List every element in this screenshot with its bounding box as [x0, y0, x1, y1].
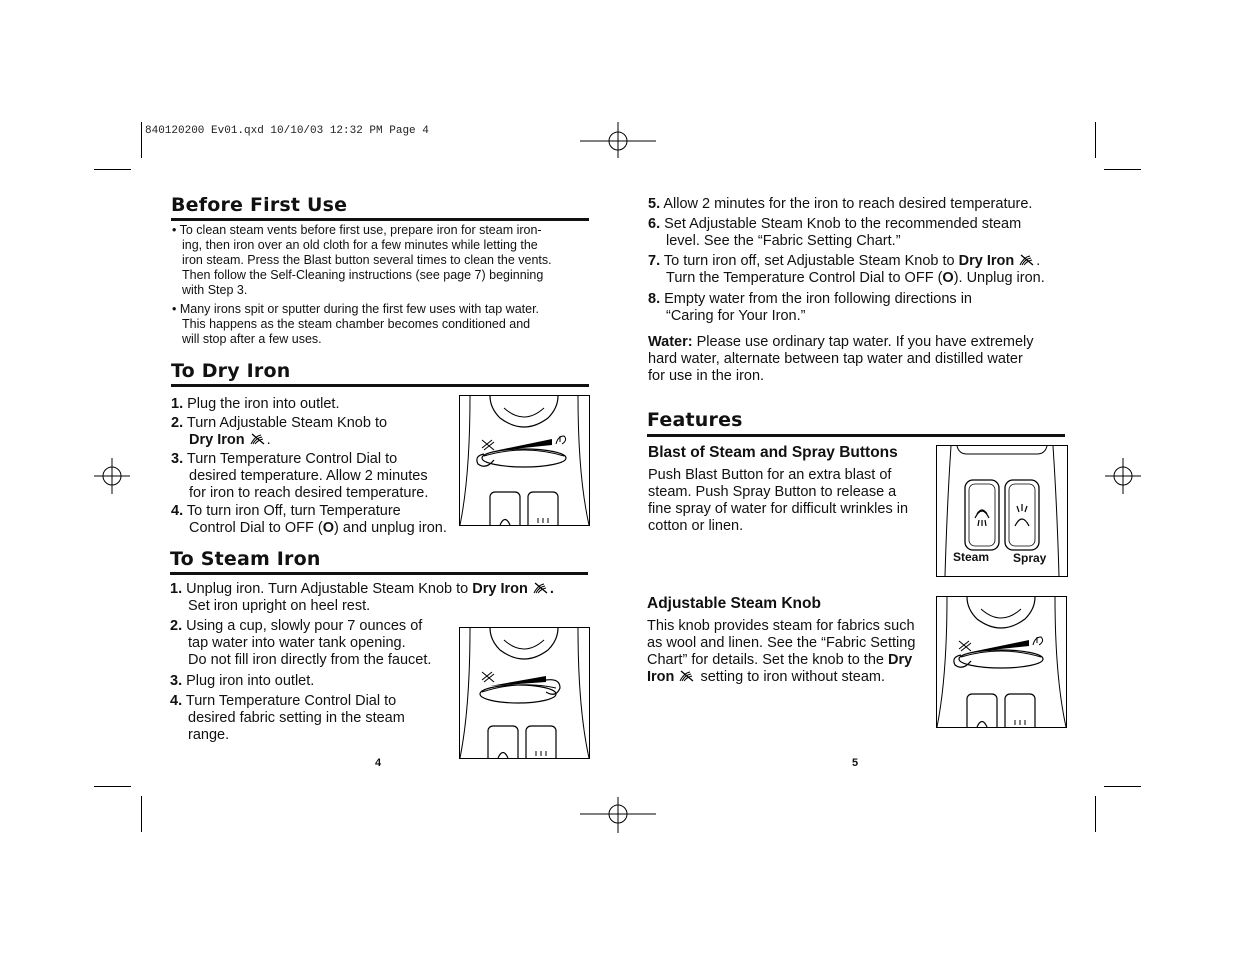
registration-mark-icon: [94, 458, 130, 494]
dry-iron-icon: [532, 581, 550, 595]
dry-step-4: 4. To turn iron Off, turn Temperature Control Dial to OFF (O) and unplug iron.: [171, 503, 447, 536]
subheading-blast-spray: Blast of Steam and Spray Buttons: [648, 444, 898, 461]
crop-mark: [1095, 796, 1096, 832]
heading-rule: [170, 572, 588, 575]
spray-button-label: Spray: [1013, 551, 1047, 565]
registration-mark-icon: [580, 797, 656, 833]
registration-mark-icon: [580, 122, 656, 158]
steam-knob-illustration: [936, 596, 1067, 728]
crop-mark: [141, 796, 142, 832]
steam-step-3: 3. Plug iron into outlet.: [170, 673, 315, 689]
crop-mark: [1095, 122, 1096, 158]
steam-knob-illustration: [459, 395, 590, 526]
steam-spray-buttons-illustration: [936, 445, 1068, 577]
heading-rule: [171, 384, 589, 387]
dry-step-2: 2. Turn Adjustable Steam Knob to Dry Iron .: [171, 415, 388, 448]
dry-iron-icon: [678, 669, 696, 683]
heading-rule: [647, 434, 1065, 437]
crop-mark: [1104, 786, 1141, 787]
heading-rule: [171, 218, 589, 221]
dry-iron-icon: [1018, 253, 1036, 267]
steam-button-label: Steam: [953, 550, 990, 564]
heading-features: Features: [647, 409, 743, 431]
steam-step-6: 6. Set Adjustable Steam Knob to the recommended steam level. See the “Fabric Setting Chart.”: [648, 216, 1022, 249]
steam-step-8: 8. Empty water from the iron following directions in “Caring for Your Iron.”: [648, 291, 972, 324]
file-slug: 840120200 Ev01.qxd 10/10/03 12:32 PM Page 4: [145, 125, 429, 137]
bullet-spit-sputter: • Many irons spit or sputter during the first few uses with tap water. This happens as the steam chamber becomes conditioned and will stop after a few uses.: [172, 302, 540, 346]
blast-spray-description: Push Blast Button for an extra blast of steam. Push Spray Button to release a fine spray of water for difficult wrinkles in cotton or linen.: [648, 467, 909, 534]
heading-to-steam-iron: To Steam Iron: [170, 548, 321, 570]
bullet-clean-vents: • To clean steam vents before first use, prepare iron for steam iron- ing, then iron over an old cloth for a few minutes while letting the iron steam. Press the Blast button several times to clean the vents. Then follow the Self-Cleaning instructions (see page 7) beginning with Step 3.: [172, 223, 552, 297]
dry-step-1: 1. Plug the iron into outlet.: [171, 396, 340, 412]
subheading-adjustable-steam-knob: Adjustable Steam Knob: [647, 595, 821, 612]
registration-mark-icon: [1105, 458, 1141, 494]
page-number-left: 4: [375, 757, 382, 769]
steam-step-2: 2. Using a cup, slowly pour 7 ounces of tap water into water tank opening. Do not fill iron directly from the faucet.: [170, 618, 432, 668]
dry-iron-icon: [249, 432, 267, 446]
heading-to-dry-iron: To Dry Iron: [171, 360, 291, 382]
crop-mark: [94, 786, 131, 787]
steam-step-4: 4. Turn Temperature Control Dial to desired fabric setting in the steam range.: [170, 693, 405, 743]
steam-knob-description: This knob provides steam for fabrics such as wool and linen. See the “Fabric Setting Chart” for details. Set the knob to the Dry Iron setting to iron without steam.: [647, 618, 916, 685]
steam-step-1: 1. Unplug iron. Turn Adjustable Steam Knob to Dry Iron . Set iron upright on heel rest.: [170, 581, 554, 614]
steam-step-5: 5. Allow 2 minutes for the iron to reach desired temperature.: [648, 196, 1033, 212]
crop-mark: [94, 169, 131, 170]
crop-mark: [141, 122, 142, 158]
dry-step-3: 3. Turn Temperature Control Dial to desired temperature. Allow 2 minutes for iron to reach desired temperature.: [171, 451, 429, 501]
water-note: Water: Please use ordinary tap water. If you have extremely hard water, alternate between tap water and distilled water for use in the iron.: [648, 334, 1034, 384]
steam-knob-illustration: [459, 627, 590, 759]
steam-step-7: 7. To turn iron off, set Adjustable Steam Knob to Dry Iron . Turn the Temperature Control Dial to OFF (O). Unplug iron.: [648, 253, 1045, 286]
page-number-right: 5: [852, 757, 859, 769]
heading-before-first-use: Before First Use: [171, 194, 348, 216]
crop-mark: [1104, 169, 1141, 170]
